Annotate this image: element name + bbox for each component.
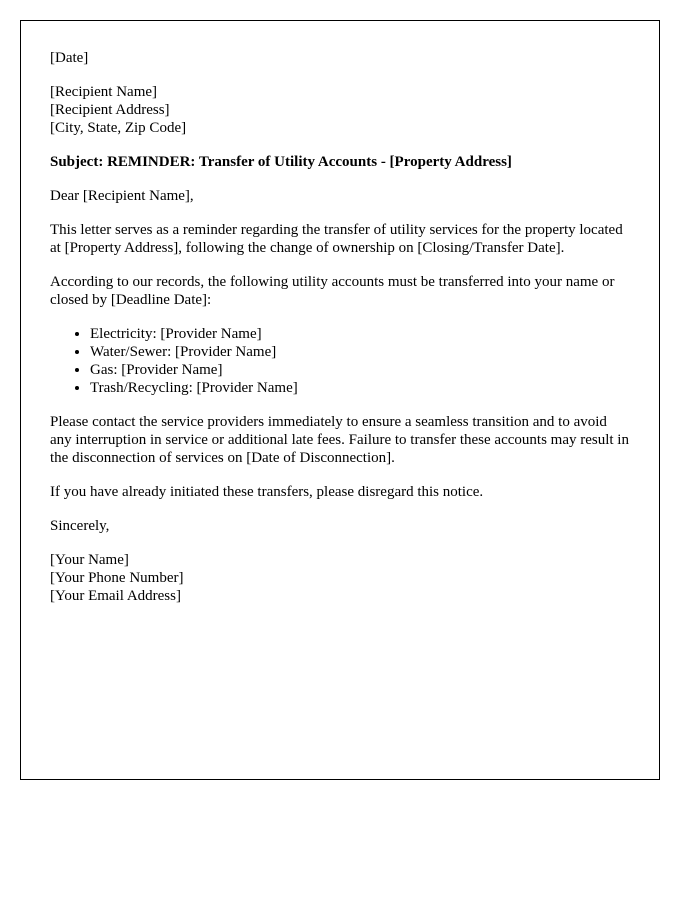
recipient-city-state-zip: [City, State, Zip Code] <box>50 120 187 136</box>
sender-name: [Your Name] <box>50 552 129 568</box>
sender-phone: [Your Phone Number] <box>50 570 184 586</box>
utility-account-list <box>50 325 630 397</box>
utility-item-trash-recycling: • Trash/Recycling: [Provider Name] <box>90 379 630 397</box>
utility-item-electricity: • Electricity: [Provider Name] <box>90 325 630 343</box>
letter-body <box>50 49 630 621</box>
closing: Sincerely, <box>50 518 110 534</box>
sender-block <box>50 551 630 605</box>
letter-frame <box>20 20 660 780</box>
recipient-name: [Recipient Name] <box>50 84 158 100</box>
paragraph-disregard: If you have already initiated these transfers, please disregard this notice. <box>50 484 484 500</box>
sender-email: [Your Email Address] <box>50 588 181 604</box>
paragraph-reminder: This letter serves as a reminder regarding the transfer of utility services for the property located at [Property Address], following the change of ownership on [Closing/Transfer Date]. <box>50 222 623 256</box>
paragraph-accounts-intro: According to our records, the following utility accounts must be transferred into your name or closed by [Deadline Date]: <box>50 274 615 308</box>
utility-item-gas: • Gas: [Provider Name] <box>90 361 630 379</box>
letter-date: [Date] <box>50 50 89 66</box>
paragraph-contact-providers: Please contact the service providers immediately to ensure a seamless transition and to avoid any interruption in service or additional late fees. Failure to transfer these accounts may result in the disconnection of services on [Date of Disconnection]. <box>50 414 629 466</box>
recipient-block <box>50 83 630 137</box>
subject-line: Subject: REMINDER: Transfer of Utility Accounts - [Property Address] <box>50 154 512 170</box>
salutation: Dear [Recipient Name], <box>50 188 194 204</box>
date-line <box>50 49 630 67</box>
utility-item-water-sewer: • Water/Sewer: [Provider Name] <box>90 343 630 361</box>
recipient-address: [Recipient Address] <box>50 102 170 118</box>
